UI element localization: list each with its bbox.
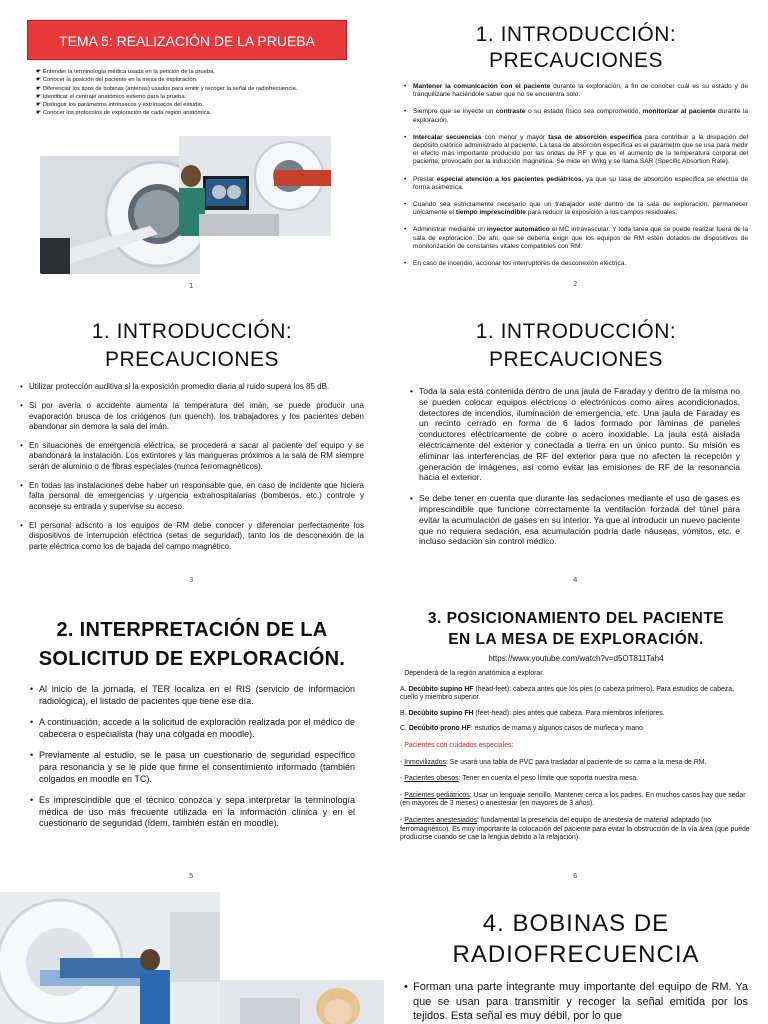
objective-item: ☛ Diferenciar los tipos de bobinas (antenas) usados para emitir y recoger la señal de radiofrecuencia. bbox=[36, 85, 298, 92]
list-item: • En todas las instalaciones debe haber un responsable que, en caso de incidente que hiciera falta personal de emergencias y urgencia extrahospitalarias (bomberos, etc.) controle y aconseje su entrada y supervise su acceso. bbox=[20, 481, 364, 512]
precautions-list-2 bbox=[20, 382, 364, 560]
page-number: 3 bbox=[189, 576, 194, 584]
faraday-list bbox=[410, 386, 740, 555]
list-item: • El personal adscrito a los equipos de RM debe conocer y diferenciar perfectamente los dispositivos de interrupción eléctrica (setas de seguridad), tanto los de desconexión de la parte eléctrica como los de bajada del campo magnético. bbox=[20, 521, 364, 552]
slide-2 bbox=[384, 0, 768, 300]
slide-2-title-line1: 1. INTRODUCCIÓN: bbox=[475, 23, 677, 46]
list-item: • Previamente al estudio, se le pasa un cuestionario de seguridad específico para resonancia y se le pide que firme el consentimiento informado (también colgados en moodle en TC). bbox=[30, 750, 355, 785]
page-number: 2 bbox=[573, 280, 578, 288]
solicitud-list bbox=[30, 684, 355, 838]
special-obese: - Pacientes obesos: Tener en cuenta el peso límite que soporta nuestra mesa. bbox=[400, 775, 639, 783]
slide-8-title-line2: RADIOFRECUENCIA bbox=[452, 941, 700, 968]
positions-content bbox=[400, 670, 752, 843]
objective-item: ☛ Entender la terminología médica usada en la petición de la prueba. bbox=[36, 69, 215, 75]
position-c: C. Decúbito prono HF: estudios de mama y algunos casos de muñeca y mano. bbox=[400, 725, 645, 733]
mri-scanner-photo bbox=[40, 156, 200, 274]
intro-text: · Dependerá de la región anatómica a explorar. bbox=[400, 670, 545, 677]
list-item: • Utilizar protección auditiva si la exposición promedio diaria al ruido supera los 85 dB. bbox=[20, 382, 364, 392]
slide-6-title-line1: 3. POSICIONAMIENTO DEL PACIENTE bbox=[427, 610, 725, 627]
technician-photo bbox=[179, 136, 331, 236]
page-number: 1 bbox=[189, 282, 194, 290]
slide-5-title-line2: SOLICITUD DE EXPLORACIÓN. bbox=[38, 648, 346, 670]
list-item: • Siempre que se inyecte un contraste o su estado físico sea comprometido, monitorizar al paciente durante la exploración. bbox=[404, 108, 748, 124]
list-item: • Si por avería o accidente aumenta la temperatura del imán, se puede producir una evaporación brusca de los criógenos (un quench), los trabajadores y los pacientes deben abandonar sin demora la sala del imán. bbox=[20, 401, 364, 432]
slide-7 bbox=[0, 892, 384, 1024]
objective-item: ☛ Conocer los protocolos de exploración de cada región anatómica. bbox=[36, 110, 212, 117]
slide-6 bbox=[384, 600, 768, 890]
list-item: • En situaciones de emergencia eléctrica, se procederá a sacar al paciente del equipo y se abandonará la instalación. Los extintores y las mangueras próximos a la sala de RM siempre serán de aluminio o de fibras especiales (nunca ferromagnéticos). bbox=[20, 441, 364, 472]
list-item: • Toda la sala está contenida dentro de una jaula de Faraday y dentro de la misma no se pueden colocar equipos eléctricos o electrónicos como aires acondicionados, detectores de incendios, iluminación de emergencia, etc. Una jaula de Faraday es un recinto cerrado en forma de 6 lados formado por láminas de paneles conductores eléctricamente de cobre o acero inoxidable. La jaula está aislada eléctricamente del exterior y conectada a tierra en un único punto. Su misión es eliminar las interferencias de RF del exterior para que no afecten la recepción y generación de imágenes, así como evitar las emisiones de RF de la resonancia hacia el exterior. bbox=[410, 386, 740, 483]
slide-3 bbox=[0, 300, 384, 600]
nurse-photo bbox=[220, 980, 384, 1024]
special-anesthetized: - Pacientes anestesiados: fundamental la presencia del equipo de anestesia de material adaptado (no ferromagnético). Es muy importante la colocación del paciente para evitar la obstrucción de la vía área (que puede producirse cuando se cae la lengua debido a la relajación). bbox=[400, 816, 750, 842]
special-care-heading: · Pacientes con cuidados especiales: bbox=[400, 741, 514, 749]
patient-mri-photo bbox=[0, 892, 220, 1024]
objective-item: ☛ Distinguir los parámetros intrínsecos y extrínsecos del estudio. bbox=[36, 102, 204, 109]
youtube-link[interactable]: https://www.youtube.com/watch?v=d5OT811Tah4 bbox=[488, 654, 664, 663]
list-item: • Es imprescindible que el técnico conozca y sepa interpretar la terminología médica de uso más frecuente utilizada en la información clínica y en el cuestionario de seguridad (ídem, también están en moodle). bbox=[30, 795, 355, 830]
slide-8 bbox=[384, 892, 768, 1024]
list-item: • Administrar mediante un inyector automático el MC intravascular. Y toda tarea que se puede realizar fuera de la sala de exploración. De ahí, que se debería exigir que los equipos de RM estén dotados de dispositivos de monitorización de constantes vitales compatibles con RM. bbox=[404, 226, 748, 251]
list-item: • Se debe tener en cuenta que durante las sedaciones mediante el uso de gases es imprescindible que funcione correctamente la ventilación forzada del túnel para evitar la acumulación de gases en su interior. Ya que al introducir un nuevo paciente que no requiera sedación, esa acumulación podría darle náuseas, vómitos, etc. e incluso sedación sin control médico. bbox=[410, 493, 740, 547]
slide-1-title: TEMA 5: REALIZACIÓN DE LA PRUEBA bbox=[27, 20, 347, 60]
slide-6-title-line2: EN LA MESA DE EXPLORACIÓN. bbox=[448, 631, 704, 648]
objective-item: ☛ Conocer la posición del paciente en la mesa de exploración. bbox=[36, 77, 198, 84]
slide-5-title-line1: 2. INTERPRETACIÓN DE LA bbox=[56, 619, 328, 641]
special-immobilized: - Inmovilizados: Se usará una tabla de PVC para trasladar al paciente de su cama a la mesa de RM. bbox=[400, 758, 707, 766]
slide-4-title-line1: 1. INTRODUCCIÓN: bbox=[475, 320, 677, 343]
objective-item: ☛ Identificar el centraje anatómico externo para la prueba. bbox=[36, 93, 187, 100]
list-item: • Prestar especial atención a los pacientes pediátricos, ya que su tasa de absorción específica se efectúa de forma asimétrica. bbox=[404, 176, 748, 192]
slide-3-title-line2: PRECAUCIONES bbox=[104, 348, 280, 371]
position-b: B. Decúbito supino FH (feet-head): pies antes que cabeza. Para miembros inferiores. bbox=[400, 709, 665, 717]
precautions-list bbox=[404, 83, 748, 276]
list-item: • Mantener la comunicación con el paciente durante la exploración, a fin de conocer cuál es su estado y de tranquilizarle haciéndole saber que no se encuentra solo. bbox=[404, 83, 748, 99]
list-item: • En caso de incendio, accionar los interruptores de desconexión eléctrica. bbox=[404, 260, 748, 268]
slide-4 bbox=[384, 300, 768, 600]
slide-2-title-line2: PRECAUCIONES bbox=[488, 49, 664, 72]
position-a: A. Decúbito supino HF (head-feet): cabeza antes que los pies (o cabeza primero). Para estudios de cabeza, cuello y miembro superior. bbox=[400, 685, 734, 702]
page-number: 5 bbox=[189, 872, 194, 880]
objectives-list bbox=[36, 68, 366, 118]
list-item: • A continuación, accede a la solicitud de exploración realizada por el médico de cabecera o especialista (hay una colgada en moodle). bbox=[30, 717, 355, 740]
list-item: • Intercalar secuencias con menor y mayor tasa de absorción específica para contribuir a la disipación del depósito calórico administrado al paciente. La tasa de absorción específica es el parámetro que se usa para medir el efecto más importante producido por las ondas de RF y que es el aumento de la temperatura corporal del paciente, provocado por la inducción magnética. Se mide en W/kg y se llama SAR (Specific Absortion Rate). bbox=[404, 134, 748, 167]
page-number: 4 bbox=[573, 576, 578, 584]
slide-5 bbox=[0, 600, 384, 890]
list-item: • Cuando sea estrictamente necesario que un trabajador esté dentro de la sala de exploración, permanecer únicamente el tiempo imprescindible para reducir la exposición a los campos residuales. bbox=[404, 201, 748, 217]
slide-4-title-line2: PRECAUCIONES bbox=[488, 348, 664, 371]
slide-3-title-line1: 1. INTRODUCCIÓN: bbox=[91, 320, 293, 343]
slide-1 bbox=[0, 0, 384, 300]
slide-8-title-line1: 4. BOBINAS DE bbox=[482, 910, 670, 937]
list-item: • Forman una parte integrante muy importante del equipo de RM. Ya que se usan para transmitir y recoger la señal emitida por los tejidos. Esta señal es muy débil, por lo que bbox=[404, 980, 748, 1024]
page-number: 6 bbox=[573, 872, 578, 880]
special-pediatric: - Pacientes pediátricos: Usar un lenguaje sencillo. Mantener cerca a los padres. En muchos casos hay que sedar (en mayores de 3 meses) o anestesiar (en mayores de 3 años). bbox=[400, 791, 746, 808]
coils-list bbox=[404, 980, 748, 1024]
list-item: • Al inicio de la jornada, el TER localiza en el RIS (servicio de información radiológica), el listado de pacientes que tiene ese día. bbox=[30, 684, 355, 707]
